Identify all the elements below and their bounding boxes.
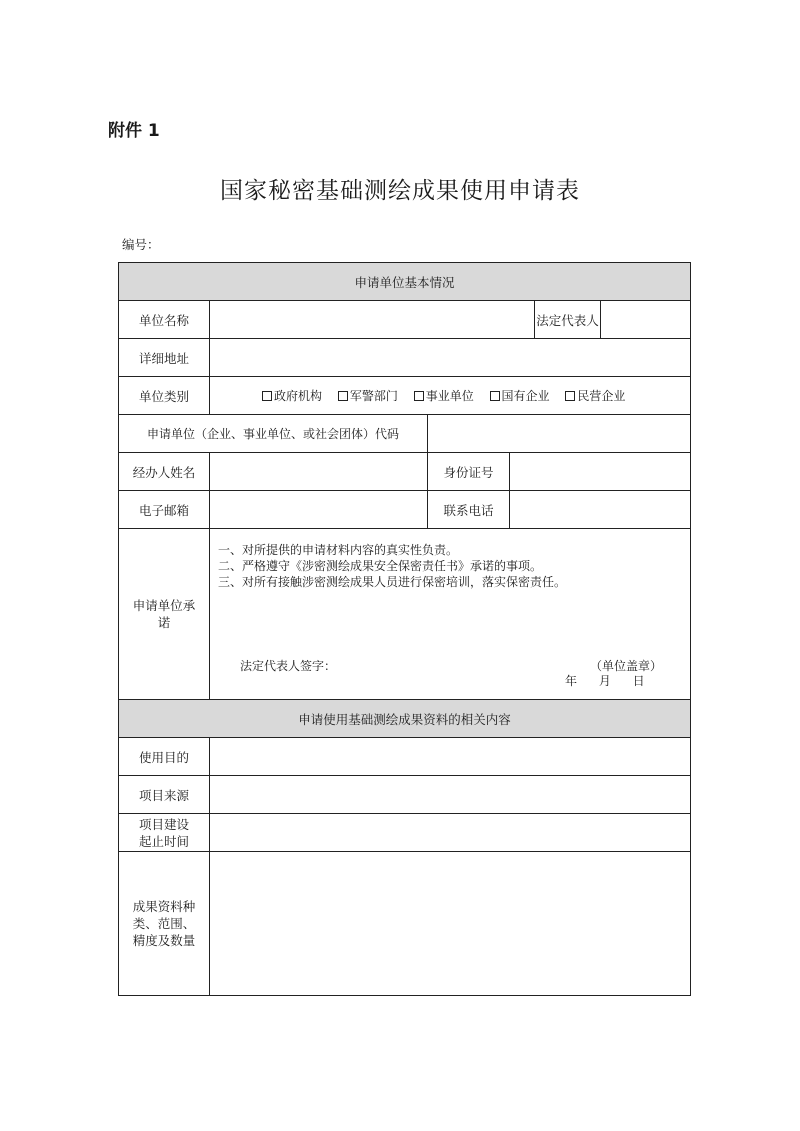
org-code-label: 申请单位（企业、事业单位、或社会团体）代码	[119, 415, 428, 453]
seal-label: （单位盖章）	[590, 659, 663, 673]
email-field[interactable]	[210, 491, 428, 529]
unit-type-option[interactable]: 民营企业	[565, 389, 625, 403]
unit-name-label: 单位名称	[119, 301, 210, 339]
promise-line-3: 三、对所有接触涉密测绘成果人员进行保密培训，落实保密责任。	[218, 575, 567, 589]
serial-number-label: 编号：	[122, 237, 160, 252]
form-title: 国家秘密基础测绘成果使用申请表	[220, 178, 580, 204]
promise-label: 申请单位承诺	[119, 529, 210, 700]
legal-rep-label: 法定代表人	[535, 301, 601, 339]
unit-type-option[interactable]: 事业单位	[414, 389, 474, 403]
checkbox-icon	[338, 391, 348, 401]
data-description-field[interactable]	[210, 852, 691, 996]
signature-label: 法定代表人签字：	[240, 659, 337, 673]
checkbox-icon	[414, 391, 424, 401]
date-label: 年 月 日	[565, 674, 645, 688]
checkbox-icon	[565, 391, 575, 401]
attachment-label: 附件 1	[108, 121, 160, 141]
project-source-label: 项目来源	[119, 776, 210, 814]
promise-line-2: 二、严格遵守《涉密测绘成果安全保密责任书》承诺的事项。	[218, 559, 543, 573]
unit-type-option[interactable]: 政府机构	[262, 389, 322, 403]
org-code-field[interactable]	[428, 415, 691, 453]
project-source-field[interactable]	[210, 776, 691, 814]
promise-line-1: 一、对所提供的申请材料内容的真实性负责。	[218, 543, 459, 557]
project-period-label: 项目建设起止时间	[119, 814, 210, 852]
checkbox-icon	[262, 391, 272, 401]
section-header-basic-info: 申请单位基本情况	[119, 263, 691, 301]
email-label: 电子邮箱	[119, 491, 210, 529]
phone-label: 联系电话	[428, 491, 510, 529]
handler-name-label: 经办人姓名	[119, 453, 210, 491]
handler-name-field[interactable]	[210, 453, 428, 491]
legal-rep-field[interactable]	[601, 301, 691, 339]
unit-type-options	[210, 377, 691, 415]
project-period-field[interactable]	[210, 814, 691, 852]
id-number-field[interactable]	[510, 453, 691, 491]
checkbox-icon	[490, 391, 500, 401]
data-description-label: 成果资料种类、范围、精度及数量	[119, 852, 210, 996]
unit-type-option[interactable]: 国有企业	[490, 389, 550, 403]
address-field[interactable]	[210, 339, 691, 377]
address-label: 详细地址	[119, 339, 210, 377]
unit-type-label: 单位类别	[119, 377, 210, 415]
section-header-data-content: 申请使用基础测绘成果资料的相关内容	[119, 700, 691, 738]
id-number-label: 身份证号	[428, 453, 510, 491]
purpose-label: 使用目的	[119, 738, 210, 776]
unit-name-field[interactable]	[210, 301, 535, 339]
application-form-table	[118, 262, 691, 996]
purpose-field[interactable]	[210, 738, 691, 776]
unit-type-option[interactable]: 军警部门	[338, 389, 398, 403]
promise-cell	[210, 529, 691, 700]
phone-field[interactable]	[510, 491, 691, 529]
